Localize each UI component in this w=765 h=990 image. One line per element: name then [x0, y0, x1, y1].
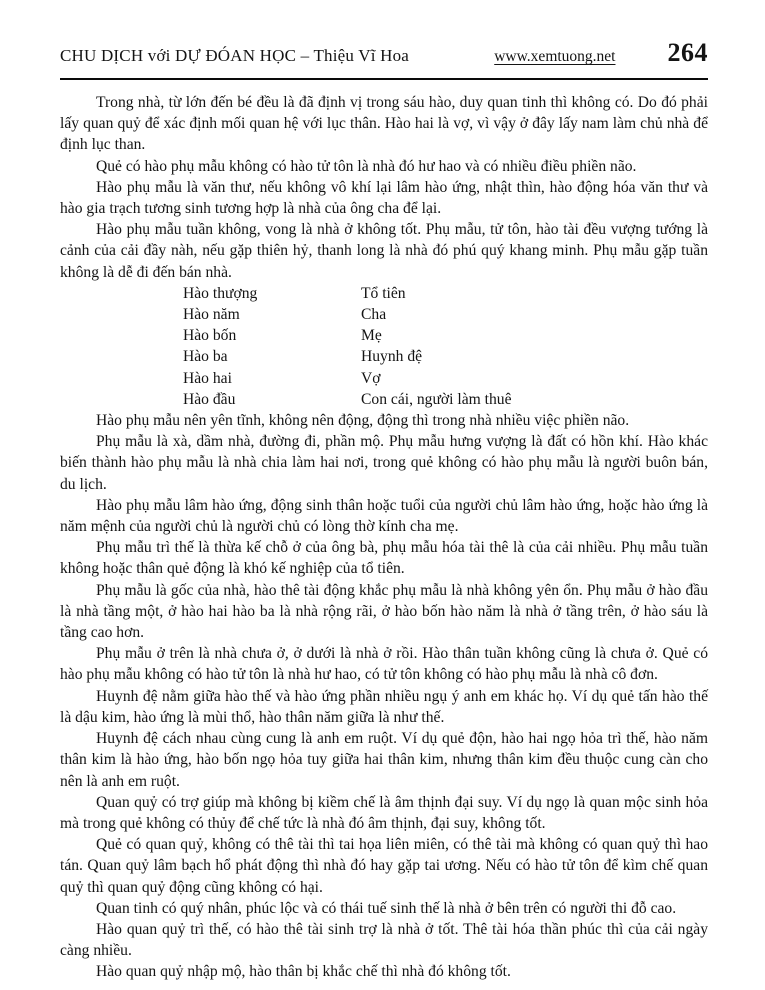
- hao-label: Hào năm: [183, 306, 240, 324]
- hao-label: Hào đầu: [183, 390, 236, 408]
- paragraph: Hào phụ mẫu nên yên tĩnh, không nên động, động thì trong nhà nhiều việc phiền não.: [96, 412, 630, 430]
- paragraph: Hào phụ mẫu tuần không, vong là nhà ở không tốt. Phụ mẫu, tử tôn, hào tài đều vượng tướng là cảnh của cải đầy nàh, nếu gặp thiên hỷ, thanh long là nhà đó phú quý khang minh. Phụ mẫu gặp tuần không là dễ đi đến bán nhà.: [60, 221, 708, 281]
- paragraph: Phụ mẫu ở trên là nhà chưa ở, ở dưới là nhà ở rồi. Hào thân tuần không cũng là chưa ở. Quẻ có hào phụ mẫu không có hào tử tôn là nhà hư hao, có tử tôn không có hào phụ mẫu là nhà cô đơn.: [60, 645, 708, 684]
- hao-value: Mẹ: [361, 327, 382, 345]
- table-row: [60, 283, 708, 304]
- paragraph: Quẻ có hào phụ mẫu không có hào tử tôn là nhà đó hư hao và có nhiều điều phiền não.: [96, 157, 637, 175]
- paragraph: Huynh đệ cách nhau cùng cung là anh em ruột. Ví dụ quẻ độn, hào hai ngọ hỏa trì thế, hào năm thân kim là hào ứng, hào bốn ngọ hỏa tuy giữa hai thân kim, nhưng thân kim đều thuộc cung càn cho nên là anh em ruột.: [60, 730, 708, 790]
- hao-label: Hào hai: [183, 369, 232, 387]
- paragraph: Trong nhà, từ lớn đến bé đều là đã định vị trong sáu hào, duy quan tinh thì không có. Do đó phải lấy quan quỷ để xác định mối quan hệ với lục thân. Hào hai là vợ, vì vậy ở đây lấy nam làm chủ nhà để định lục than.: [60, 94, 708, 154]
- hao-label: Hào bốn: [183, 327, 237, 345]
- table-row: [60, 346, 708, 367]
- hao-label: Hào ba: [183, 348, 228, 366]
- page-header: [60, 38, 708, 80]
- paragraph: Huynh đệ nằm giữa hào thế và hào ứng phần nhiều ngụ ý anh em khác họ. Ví dụ quẻ tấn hào thế là dậu kim, hào ứng là mùi thổ, hào thân năm giữa là như thế.: [60, 687, 708, 726]
- paragraph: Phụ mẫu là gốc của nhà, hào thê tài động khắc phụ mẫu là nhà không yên ổn. Phụ mẫu ở hào đầu là nhà tầng một, ở hào hai hào ba là nhà rộng rãi, ở hào bốn hào năm là nhà ở tầng trên, ở hào sáu là tầng cao hơn.: [60, 581, 708, 642]
- hao-label: Hào thượng: [183, 284, 258, 302]
- table-row: [60, 325, 708, 346]
- hao-value: Tổ tiên: [361, 284, 406, 302]
- paragraph: Hào quan quỷ nhập mộ, hào thân bị khắc chế thì nhà đó không tốt.: [96, 963, 511, 981]
- paragraph: Quan tinh có quý nhân, phúc lộc và có thái tuế sinh thế là nhà ở bên trên có người thi đỗ cao.: [96, 899, 677, 917]
- hao-value: Cha: [361, 306, 387, 324]
- book-title: CHU DỊCH với DỰ ĐÓAN HỌC – Thiệu Vĩ Hoa: [60, 46, 410, 65]
- luc-than-table: [60, 283, 708, 410]
- body-text: [60, 92, 708, 983]
- page-number: 264: [667, 38, 708, 67]
- table-row: [60, 368, 708, 389]
- paragraph: Hào quan quỷ trì thế, có hào thê tài sinh trợ là nhà ở tốt. Thê tài hóa thần phúc thì của cải ngày càng nhiều.: [60, 920, 708, 960]
- paragraph: Phụ mẫu trì thế là thừa kế chỗ ở của ông bà, phụ mẫu hóa tài thê là của cải nhiều. Phụ mẫu tuần không hoặc thân quẻ động là khó kế nghiệp của tổ tiên.: [60, 539, 708, 578]
- paragraph: Hào phụ mẫu là văn thư, nếu không vô khí lại lâm hào ứng, nhật thìn, hào động hóa văn thư và hào gia trạch tương sinh tương hợp là nhà của ông cha để lại.: [60, 178, 708, 218]
- paragraph: Quan quỷ có trợ giúp mà không bị kiềm chế là âm thịnh đại suy. Ví dụ ngọ là quan mộc sinh hỏa mà trong quẻ không có thủy để chế tức là nhà đó âm thịnh, đại suy, không tốt.: [60, 793, 708, 832]
- hao-value: Huynh đệ: [361, 348, 423, 366]
- paragraph: Hào phụ mẫu lâm hào ứng, động sinh thân hoặc tuổi của người chủ lâm hào ứng, hoặc hào ứng là năm mệnh của người chủ là người chủ có lòng thờ kính cha mẹ.: [60, 496, 708, 536]
- paragraph: Phụ mẫu là xà, dầm nhà, đường đi, phần mộ. Phụ mẫu hưng vượng là đất có hồn khí. Hào khác biến thành hào phụ mẫu là nhà chia làm hai nơi, trong quẻ không có hào phụ mẫu là người buôn bán, du lịch.: [60, 433, 708, 493]
- hao-value: Con cái, người làm thuê: [361, 390, 512, 408]
- table-row: [60, 389, 708, 410]
- hao-value: Vợ: [361, 369, 381, 387]
- table-row: [60, 304, 708, 325]
- page-content: [60, 38, 708, 983]
- site-url: www.xemtuong.net: [494, 48, 616, 65]
- paragraph: Quẻ có quan quỷ, không có thê tài thì tai họa liên miên, có thê tài mà không có quan quỷ thì hao tán. Quan quỷ lâm bạch hổ phát động thì nhà đó hay gặp tai ương. Nếu có hào tử tôn để kìm chế quan quỷ thì quan quỷ động cũng không có hại.: [60, 836, 708, 896]
